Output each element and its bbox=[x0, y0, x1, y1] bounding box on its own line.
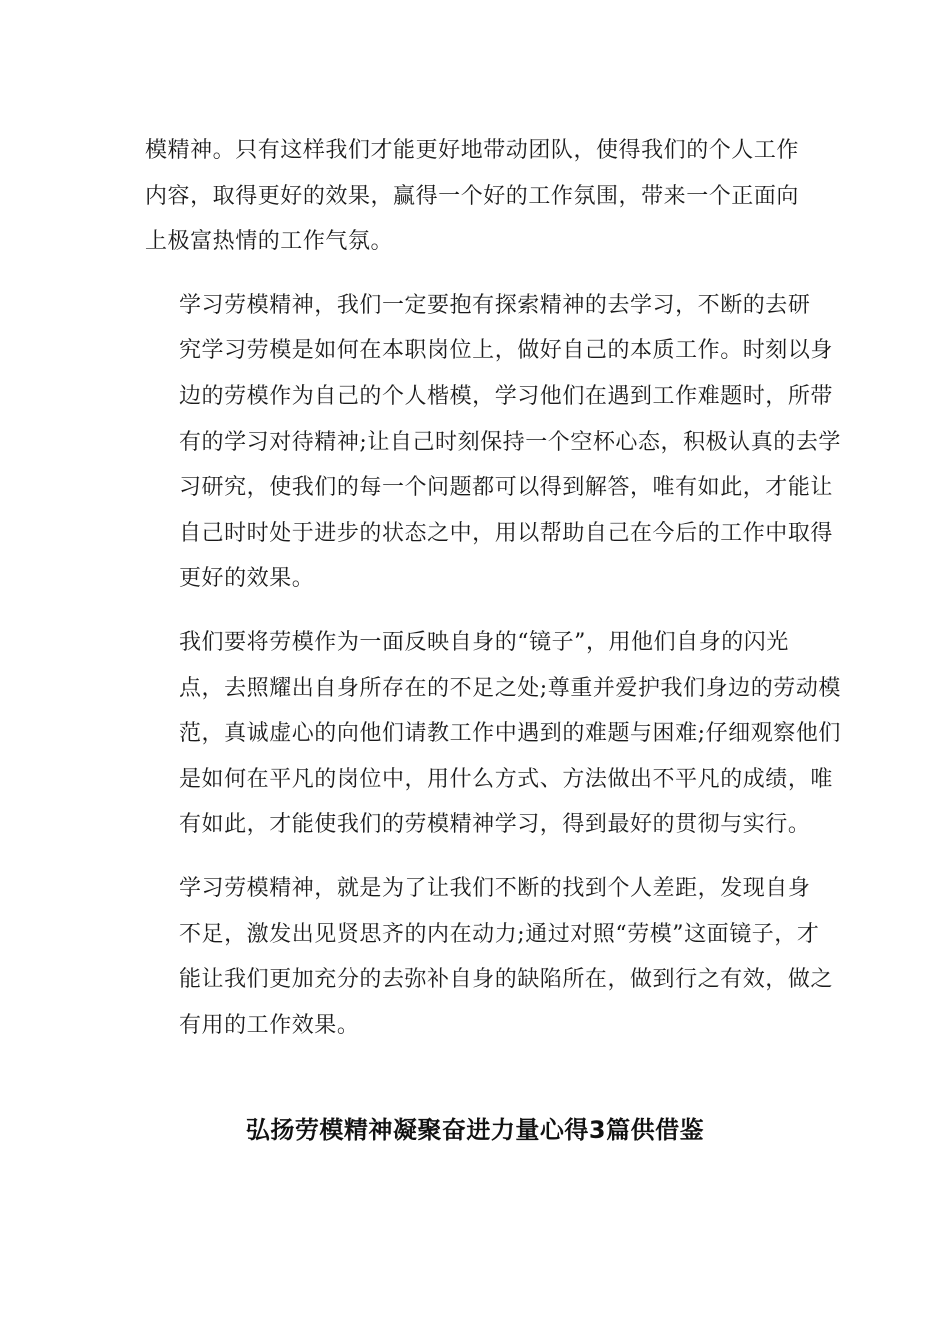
paragraph-line: 我们要将劳模作为一面反映自身的“镜子”，用他们自身的闪光 bbox=[179, 629, 789, 655]
paragraph-line: 学习劳模精神，我们一定要抱有探索精神的去学习，不断的去研 bbox=[179, 292, 811, 318]
section-heading: 弘扬劳模精神凝聚奋进力量心得3篇供借鉴 bbox=[245, 1116, 705, 1144]
paragraph-line: 是如何在平凡的岗位中，用什么方式、方法做出不平凡的成绩，唯 bbox=[179, 766, 833, 792]
paragraph-line: 究学习劳模是如何在本职岗位上，做好自己的本质工作。时刻以身 bbox=[179, 338, 833, 364]
paragraph-line: 不足，激发出见贤思齐的内在动力;通过对照“劳模”这面镜子，才 bbox=[179, 921, 820, 947]
paragraph-line: 能让我们更加充分的去弥补自身的缺陷所在，做到行之有效，做之 bbox=[179, 967, 833, 993]
paragraph-line: 内容，取得更好的效果，赢得一个好的工作氛围，带来一个正面向 bbox=[145, 183, 799, 209]
paragraph-4 bbox=[145, 866, 833, 1048]
paragraph-line: 学习劳模精神，就是为了让我们不断的找到个人差距，发现自身 bbox=[179, 875, 811, 901]
paragraph-line: 自己时时处于进步的状态之中，用以帮助自己在今后的工作中取得 bbox=[179, 520, 833, 546]
paragraph-line: 有的学习对待精神;让自己时刻保持一个空杯心态，积极认真的去学 bbox=[179, 429, 841, 455]
document-body bbox=[145, 128, 841, 1048]
paragraph-line: 点，去照耀出自身所存在的不足之处;尊重并爱护我们身边的劳动模 bbox=[179, 675, 841, 701]
paragraph-line: 上极富热情的工作气氛。 bbox=[145, 229, 394, 255]
paragraph-line: 范，真诚虚心的向他们请教工作中遇到的难题与困难;仔细观察他们 bbox=[179, 721, 841, 747]
paragraph-line: 习研究，使我们的每一个问题都可以得到解答，唯有如此，才能让 bbox=[179, 475, 833, 501]
paragraph-3 bbox=[145, 620, 841, 848]
paragraph-line: 有用的工作效果。 bbox=[179, 1012, 360, 1038]
paragraph-line: 有如此，才能使我们的劳模精神学习，得到最好的贯彻与实行。 bbox=[179, 812, 811, 838]
paragraph-line: 更好的效果。 bbox=[179, 566, 315, 592]
paragraph-2 bbox=[145, 283, 841, 602]
paragraph-line: 边的劳模作为自己的个人楷模，学习他们在遇到工作难题时，所带 bbox=[179, 383, 833, 409]
paragraph-line: 模精神。只有这样我们才能更好地带动团队，使得我们的个人工作 bbox=[145, 138, 799, 163]
paragraph-1 bbox=[145, 128, 805, 265]
